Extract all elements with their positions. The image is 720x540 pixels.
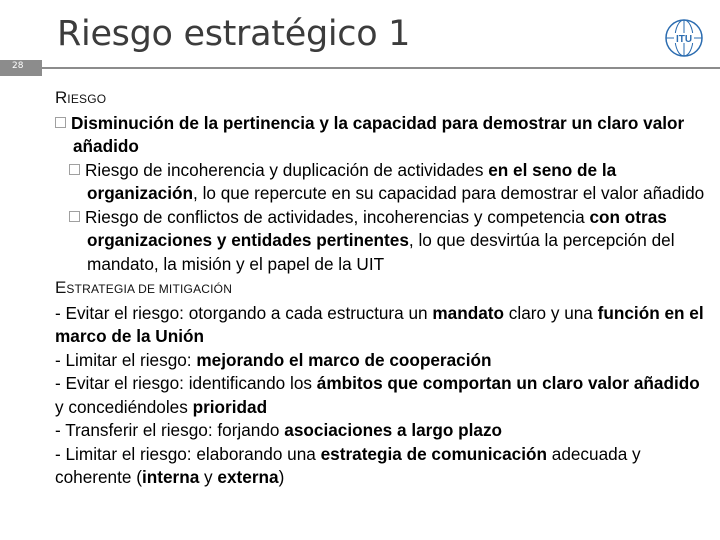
riesgo-sub-bullet-1: Riesgo de incoherencia y duplicación de actividades en el seno de la organización, lo que repercute en su capacidad para demostrar el valor añadido bbox=[69, 159, 705, 206]
estrategia-line-4: - Transferir el riesgo: forjando asociaciones a largo plazo bbox=[55, 420, 503, 440]
estrategia-heading: ESTRATEGIA DE MITIGACIÓN bbox=[55, 278, 233, 297]
riesgo-bullet: Disminución de la pertinencia y la capacidad para demostrar un claro valor añadido bbox=[55, 112, 705, 159]
title-rule bbox=[0, 60, 720, 76]
logo-text: ITU bbox=[675, 34, 693, 45]
estrategia-line-5: - Limitar el riesgo: elaborando una estrategia de comunicación adecuada y coherente (interna y externa) bbox=[55, 443, 641, 487]
estrategia-line-3: - Evitar el riesgo: identificando los ámbitos que comportan un claro valor añadido y concediéndoles prioridad bbox=[55, 373, 700, 417]
riesgo-heading: RIESGO bbox=[55, 88, 107, 107]
square-bullet-icon bbox=[69, 164, 80, 175]
square-bullet-icon bbox=[55, 117, 66, 128]
slide-number: 28 bbox=[12, 61, 24, 71]
slide-number-tab bbox=[0, 60, 42, 76]
slide-body bbox=[55, 86, 705, 490]
itu-logo bbox=[664, 18, 704, 58]
divider-line bbox=[42, 67, 720, 69]
riesgo-sub-bullet-2: Riesgo de conflictos de actividades, incoherencias y competencia con otras organizaciones y entidades pertinentes, lo que desvirtúa la percepción del mandato, la misión y el papel de la UIT bbox=[69, 206, 705, 277]
square-bullet-icon bbox=[69, 211, 80, 222]
slide-title: Riesgo estratégico 1 bbox=[57, 14, 411, 54]
estrategia-line-1: - Evitar el riesgo: otorgando a cada estructura un mandato claro y una función en el marco de la Unión bbox=[55, 302, 704, 346]
estrategia-line-2: - Limitar el riesgo: mejorando el marco de cooperación bbox=[55, 349, 492, 370]
